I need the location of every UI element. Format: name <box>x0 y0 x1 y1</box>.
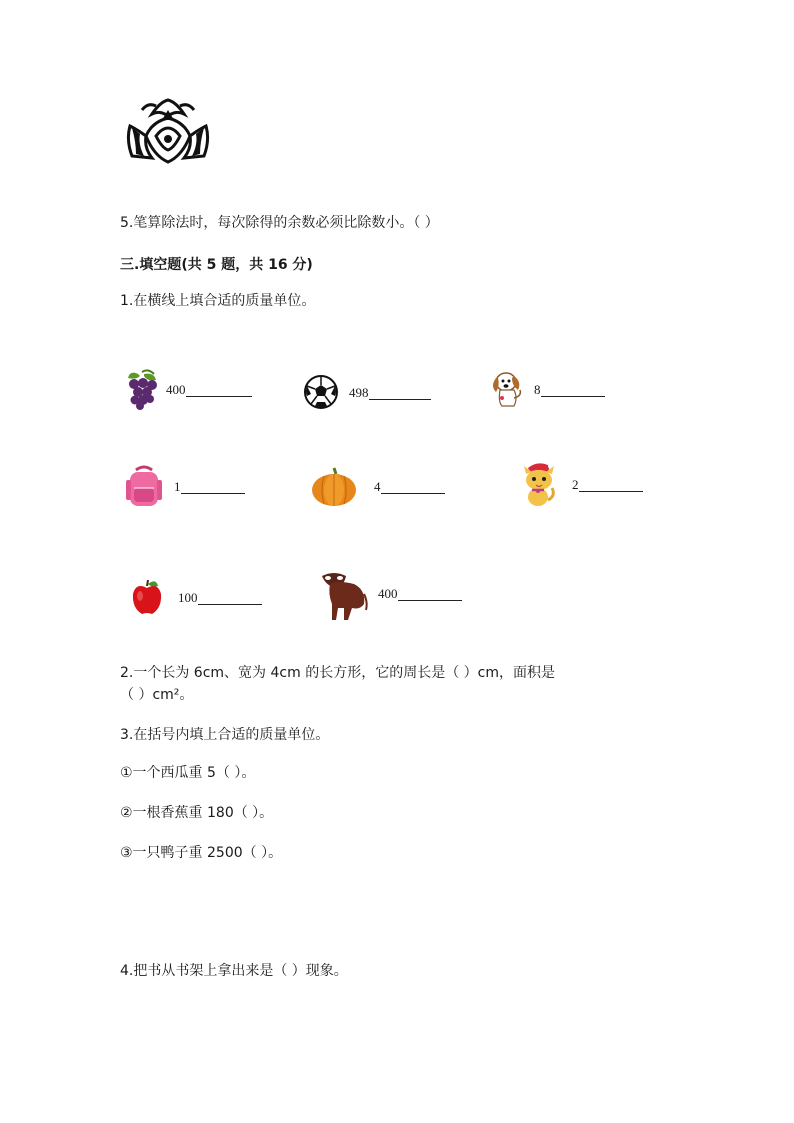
fill-1-value: 4 <box>374 479 445 494</box>
fill-1-item-grapes <box>124 368 252 410</box>
fill-1-item-backpack <box>124 464 245 508</box>
fill-1-item-apple <box>130 578 262 616</box>
fill-1-value: 400 <box>378 586 462 601</box>
fill-3-sub-1: ①一个西瓜重 5（ ）。 <box>120 765 256 781</box>
kitten-icon <box>518 460 560 508</box>
fill-1-value: 8 <box>534 382 605 397</box>
pumpkin-icon <box>310 464 358 508</box>
fill-1-item-kitten <box>518 460 643 508</box>
fill-1-item-soccer-ball <box>303 374 431 410</box>
fill-1-item-cow <box>316 564 462 622</box>
fill-4-text: 4.把书从书架上拿出来是（ ）现象。 <box>120 963 348 979</box>
fill-1-value: 2 <box>572 477 643 492</box>
section-title: 三.填空题(共 5 题，共 16 分) <box>120 257 313 273</box>
fill-1-item-puppy <box>490 368 605 410</box>
fill-3-sub-3: ③一只鸭子重 2500（ ）。 <box>120 845 283 861</box>
fill-1-value: 400 <box>166 382 252 397</box>
fill-1-value: 1 <box>174 479 245 494</box>
fill-2-line-1: 2.一个长为 6cm、宽为 4cm 的长方形，它的周长是（ ）cm，面积是 <box>120 665 555 681</box>
fill-2-line-2: （ ）cm²。 <box>120 687 194 703</box>
fill-1-value: 100 <box>178 590 262 605</box>
fill-3-prompt: 3.在括号内填上合适的质量单位。 <box>120 727 330 743</box>
question-5: 5.笔算除法时，每次除得的余数必须比除数小。（ ） <box>120 215 439 231</box>
ornament-figure <box>122 96 214 166</box>
fill-1-item-pumpkin <box>310 464 445 508</box>
soccer-ball-icon <box>303 374 339 410</box>
apple-icon <box>130 578 164 616</box>
fill-1-prompt: 1.在横线上填合适的质量单位。 <box>120 293 316 309</box>
backpack-icon <box>124 464 164 508</box>
fill-3-sub-2: ②一根香蕉重 180（ ）。 <box>120 805 274 821</box>
fill-1-value: 498 <box>349 385 431 400</box>
puppy-icon <box>490 368 526 410</box>
grapes-icon <box>124 368 160 410</box>
cow-icon <box>316 564 368 622</box>
